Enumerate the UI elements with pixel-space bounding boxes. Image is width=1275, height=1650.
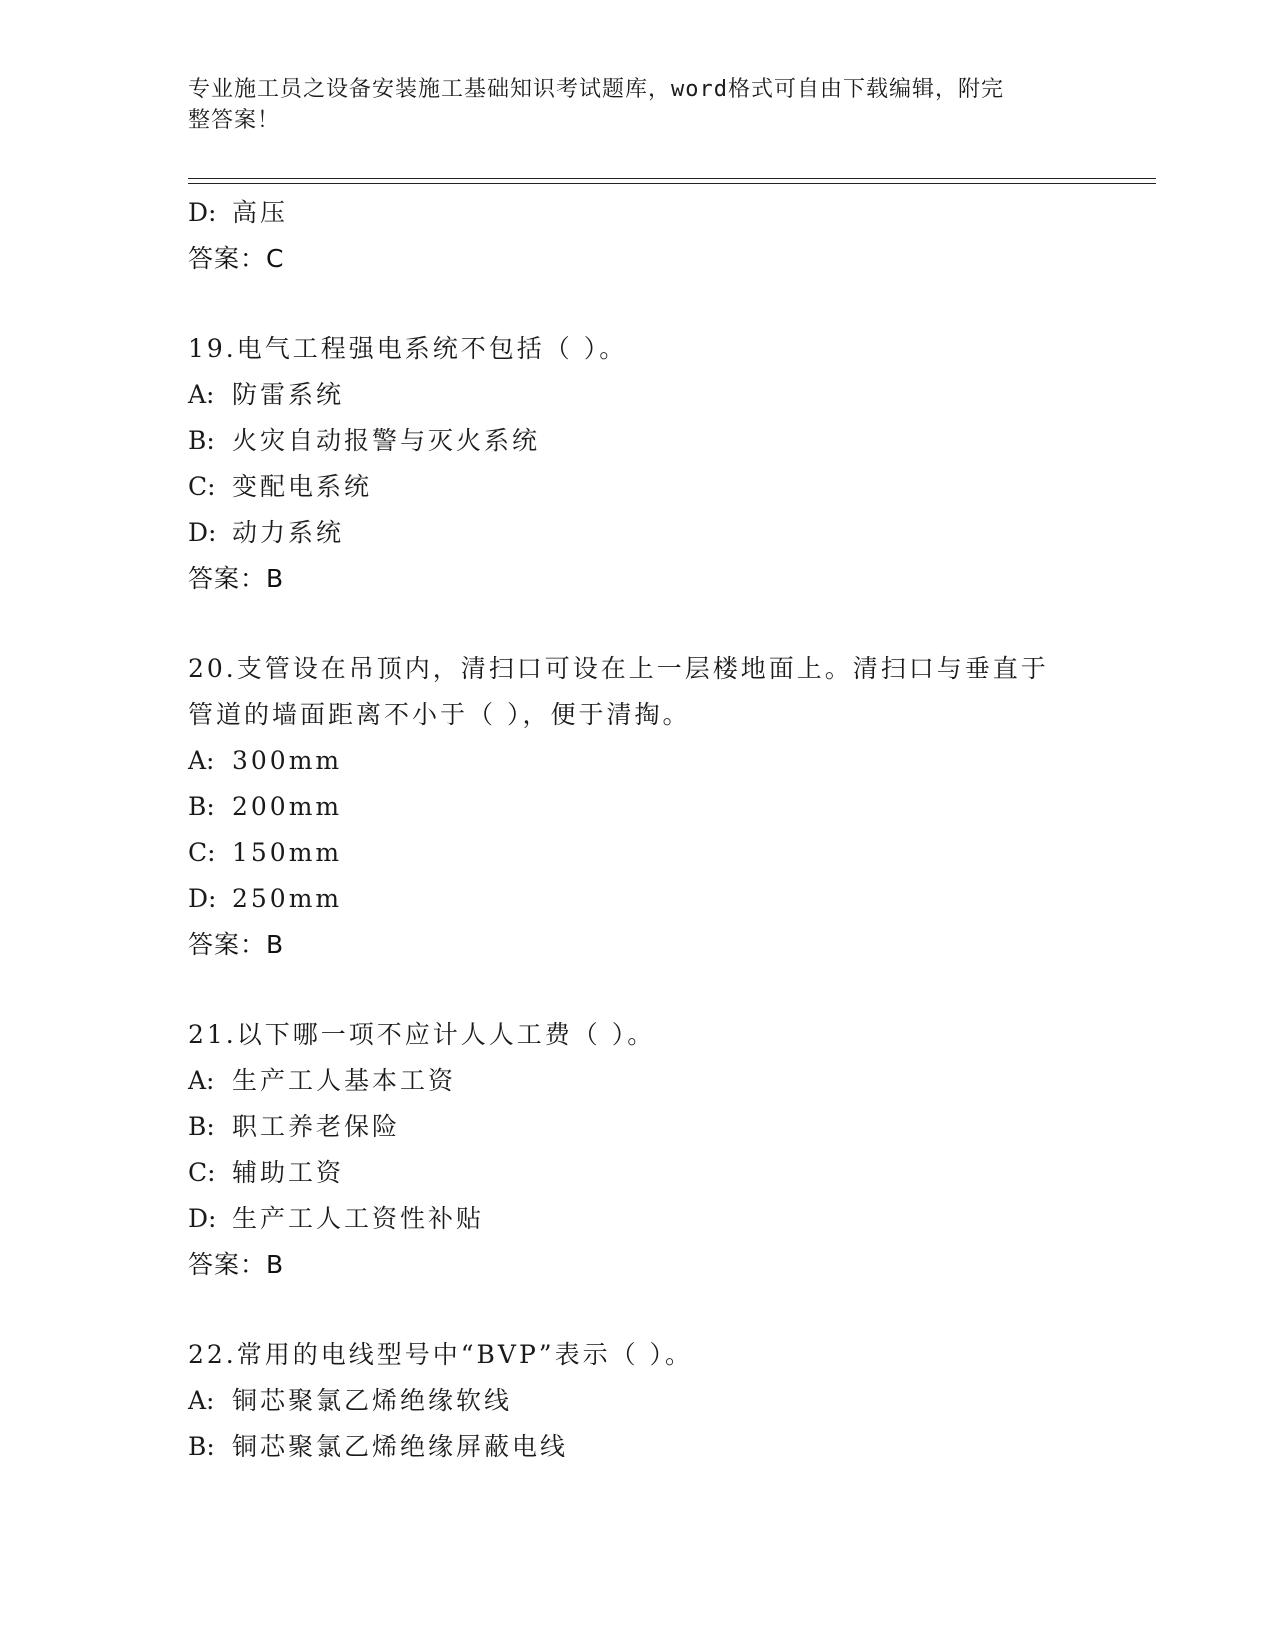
option-text: 高压 <box>232 198 289 227</box>
option-text: 生产工人工资性补贴 <box>232 1204 485 1233</box>
option-text: 动力系统 <box>232 518 345 547</box>
option-label: B: <box>188 1432 215 1461</box>
option-c <box>188 830 1088 876</box>
option-label: A: <box>188 380 215 409</box>
question-21 <box>188 1012 1088 1288</box>
header-divider-bottom <box>188 183 1156 184</box>
option-text: 火灾自动报警与灭火系统 <box>232 426 541 455</box>
header-line-2: 整答案！ <box>188 108 281 133</box>
option-text: 铜芯聚氯乙烯绝缘屏蔽电线 <box>232 1432 569 1461</box>
option-c <box>188 464 1088 510</box>
option-text: 150mm <box>232 838 343 867</box>
question-22 <box>188 1332 1088 1470</box>
question-stem: 21.以下哪一项不应计人人工费（ ）。 <box>188 1020 656 1049</box>
question-20 <box>188 646 1088 968</box>
header-line-1: 专业施工员之设备安装施工基础知识考试题库，word格式可自由下载编辑，附完 <box>188 77 1004 102</box>
question-stem: 22.常用的电线型号中“BVP”表示（ ）。 <box>188 1340 694 1369</box>
option-text: 300mm <box>232 746 343 775</box>
option-text: 防雷系统 <box>232 380 345 409</box>
option-label: D: <box>188 518 217 547</box>
question-stem-line-2: 管道的墙面距离不小于（ ），便于清掏。 <box>188 700 691 729</box>
question-19 <box>188 326 1088 602</box>
option-label: C: <box>188 1158 216 1187</box>
option-label: C: <box>188 838 216 867</box>
option-text: 生产工人基本工资 <box>232 1066 457 1095</box>
option-label: A: <box>188 746 215 775</box>
option-label: B: <box>188 1112 215 1141</box>
option-text: 职工养老保险 <box>232 1112 401 1141</box>
answer: 答案：B <box>188 564 285 593</box>
option-label: C: <box>188 472 216 501</box>
option-label: B: <box>188 426 215 455</box>
option-text: 辅助工资 <box>232 1158 345 1187</box>
question-stem: 19.电气工程强电系统不包括（ ）。 <box>188 334 628 363</box>
option-label: D: <box>188 884 217 913</box>
option-b <box>188 1104 1088 1150</box>
option-text: 变配电系统 <box>232 472 373 501</box>
answer: 答案：B <box>188 1250 285 1279</box>
option-b <box>188 1424 1088 1470</box>
option-label: A: <box>188 1386 215 1415</box>
answer: 答案：B <box>188 930 285 959</box>
header-divider-top <box>188 178 1156 179</box>
option-b <box>188 784 1088 830</box>
option-text: 200mm <box>232 792 343 821</box>
option-d <box>188 190 1088 236</box>
question-18 <box>188 190 1088 282</box>
option-d <box>188 1196 1088 1242</box>
question-stem-line-1: 20.支管设在吊顶内，清扫口可设在上一层楼地面上。清扫口与垂直于 <box>188 654 1049 683</box>
answer: 答案：C <box>188 244 285 273</box>
option-a <box>188 372 1088 418</box>
option-text: 铜芯聚氯乙烯绝缘软线 <box>232 1386 513 1415</box>
question-list <box>188 190 1088 1470</box>
option-text: 250mm <box>232 884 343 913</box>
document-header <box>188 74 1088 136</box>
option-b <box>188 418 1088 464</box>
option-label: D: <box>188 198 217 227</box>
option-label: A: <box>188 1066 215 1095</box>
option-d <box>188 876 1088 922</box>
option-label: D: <box>188 1204 217 1233</box>
option-label: B: <box>188 792 215 821</box>
option-a <box>188 738 1088 784</box>
option-d <box>188 510 1088 556</box>
option-a <box>188 1058 1088 1104</box>
option-c <box>188 1150 1088 1196</box>
option-a <box>188 1378 1088 1424</box>
